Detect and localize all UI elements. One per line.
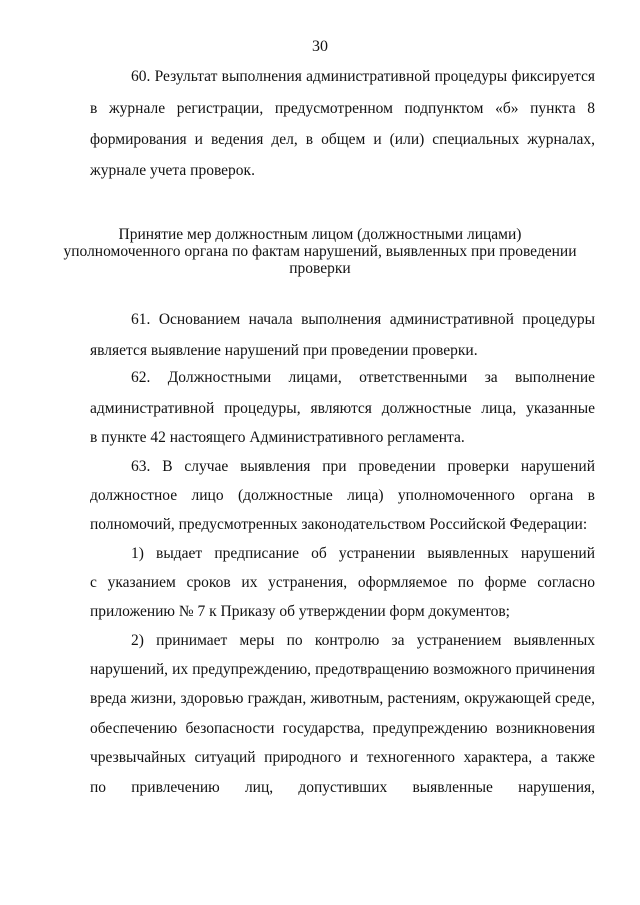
item-2-line-3: вреда жизни, здоровью граждан, животным, растениям, окружающей среде, [90, 690, 595, 707]
item-2-line-4: обеспечению безопасности государства, предупреждению возникновения [90, 720, 595, 737]
item-2-line-2: нарушений, их предупреждению, предотвращению возможного причинения [90, 661, 595, 678]
paragraph-60-line-4: журнале учета проверок. [90, 162, 255, 179]
item-2-line-1: 2) принимает меры по контролю за устранением выявленных [131, 632, 595, 649]
paragraph-60-line-1: 60. Результат выполнения административной процедуры фиксируется [131, 68, 595, 85]
section-heading-line-1: Принятие мер должностным лицом (должностными лицами) [118, 226, 522, 243]
item-1-line-1: 1) выдает предписание об устранении выявленных нарушений [131, 545, 595, 562]
paragraph-62-line-3: в пункте 42 настоящего Административного регламента. [90, 429, 465, 446]
item-1-line-3: приложению № 7 к Приказу об утверждении форм документов; [90, 603, 510, 620]
section-heading-line-3: проверки [289, 260, 351, 277]
paragraph-62-line-1: 62. Должностными лицами, ответственными за выполнение [131, 369, 595, 386]
paragraph-60-line-3: формирования и ведения дел, в общем и (или) специальных журналах, [90, 131, 595, 148]
page-number: 30 [312, 38, 328, 55]
item-1-line-2: с указанием сроков их устранения, оформляемое по форме согласно [90, 574, 595, 591]
section-heading-line-2: уполномоченного органа по фактам нарушений, выявленных при проведении [63, 243, 577, 260]
paragraph-60-line-2: в журнале регистрации, предусмотренном подпунктом «б» пункта 8 [90, 100, 595, 117]
paragraph-61-line-2: является выявление нарушений при проведении проверки. [90, 342, 478, 359]
item-2-line-6: по привлечению лиц, допустивших выявленные нарушения, [90, 779, 595, 796]
paragraph-63-line-2: должностное лицо (должностные лица) уполномоченного органа в [90, 487, 595, 504]
item-2-line-5: чрезвычайных ситуаций природного и техногенного характера, а также [90, 749, 595, 766]
paragraph-61-line-1: 61. Основанием начала выполнения административной процедуры [131, 311, 595, 328]
paragraph-62-line-2: административной процедуры, являются должностные лица, указанные [90, 400, 595, 417]
paragraph-63-line-3: полномочий, предусмотренных законодательством Российской Федерации: [90, 516, 588, 533]
paragraph-63-line-1: 63. В случае выявления при проведении проверки нарушений [131, 458, 595, 475]
